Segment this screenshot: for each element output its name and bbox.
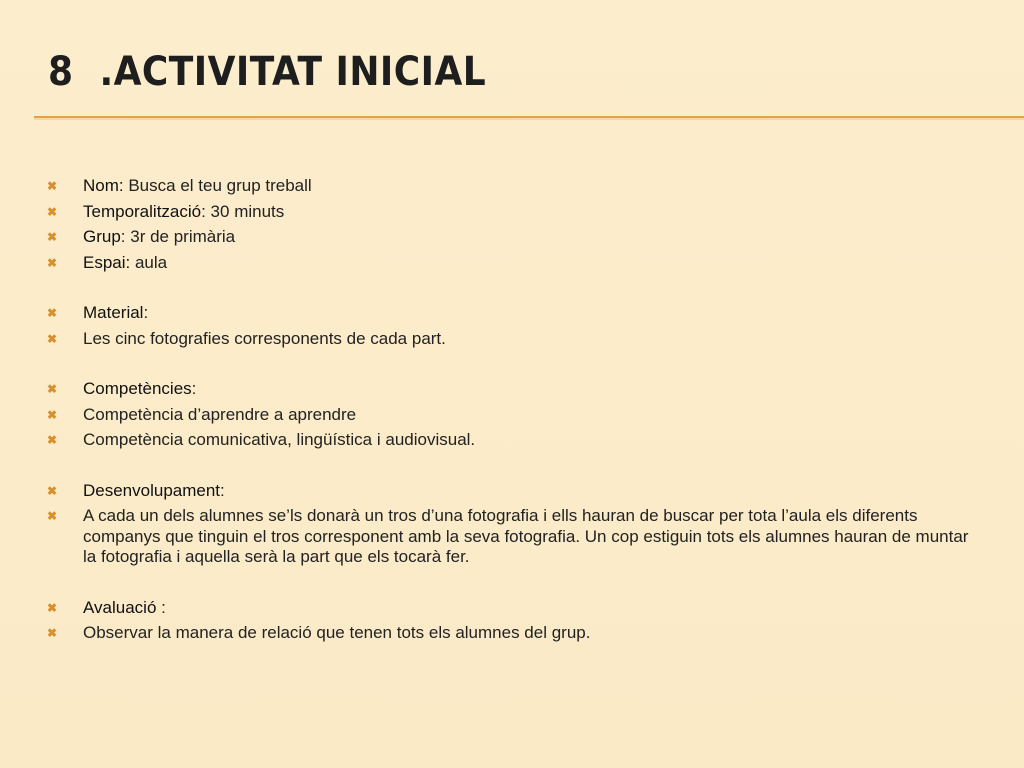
x-mark-icon: ✖ bbox=[46, 179, 58, 193]
list-item bbox=[46, 227, 986, 248]
item-value: : bbox=[143, 303, 149, 322]
list-item bbox=[46, 253, 986, 274]
x-mark-icon: ✖ bbox=[46, 626, 58, 640]
item-value: Busca el teu grup treball bbox=[123, 176, 312, 195]
item-label: Grup bbox=[83, 227, 121, 246]
list-item bbox=[46, 329, 986, 350]
x-mark-icon: ✖ bbox=[46, 306, 58, 320]
list-item bbox=[46, 481, 986, 502]
x-mark-icon: ✖ bbox=[46, 433, 58, 447]
title-divider-shadow bbox=[34, 118, 1024, 120]
x-mark-icon: ✖ bbox=[46, 204, 58, 219]
item-label: Material bbox=[83, 303, 144, 322]
item-label: Desenvolupament bbox=[83, 480, 221, 500]
x-mark-icon: ✖ bbox=[46, 407, 58, 422]
slide-title: 8 .ACTIVITAT INICIAL bbox=[48, 49, 487, 95]
list-item bbox=[46, 623, 986, 644]
item-value: : 30 minuts bbox=[201, 201, 285, 221]
list-item bbox=[46, 430, 986, 451]
list-item bbox=[46, 506, 986, 568]
item-value: : bbox=[191, 379, 197, 398]
x-mark-icon: ✖ bbox=[46, 509, 58, 523]
item-value: Les cinc fotografies corresponents de cada part. bbox=[83, 328, 446, 348]
item-value: : 3r de primària bbox=[120, 227, 236, 246]
list-item bbox=[46, 303, 986, 324]
x-mark-icon: ✖ bbox=[46, 382, 58, 396]
x-mark-icon: ✖ bbox=[46, 483, 58, 498]
item-value: Competència comunicativa, lingüística i audiovisual. bbox=[83, 430, 476, 449]
list-item bbox=[46, 379, 986, 400]
item-label: Avaluació bbox=[83, 597, 157, 617]
item-value: Competència d’aprendre a aprendre bbox=[83, 404, 357, 424]
item-value: : bbox=[220, 480, 225, 500]
x-mark-icon: ✖ bbox=[46, 230, 58, 244]
item-value: Observar la manera de relació que tenen tots els alumnes del grup. bbox=[83, 623, 591, 642]
x-mark-icon: ✖ bbox=[46, 255, 58, 270]
item-value: A cada un dels alumnes se’ls donarà un tros d’una fotografia i ells hauran de buscar per tota l’aula els diferents companys que tinguin el tros corresponent amb la seva fotografia. Un cop estiguin tots els alumnes hauran de muntar la fotografia i aquella serà la part que els tocarà fer. bbox=[83, 506, 969, 566]
list-item bbox=[46, 176, 986, 197]
item-label: Temporalització bbox=[83, 201, 202, 221]
bullet-list bbox=[46, 176, 986, 649]
item-label: Competències bbox=[83, 379, 192, 398]
item-label: Nom: bbox=[83, 176, 124, 195]
item-value: : bbox=[156, 597, 166, 617]
list-item bbox=[46, 202, 986, 223]
item-label: Espai: bbox=[83, 252, 131, 272]
item-value: aula bbox=[130, 252, 168, 272]
list-item bbox=[46, 405, 986, 426]
list-item bbox=[46, 598, 986, 619]
x-mark-icon: ✖ bbox=[46, 600, 58, 615]
x-mark-icon: ✖ bbox=[46, 331, 58, 346]
